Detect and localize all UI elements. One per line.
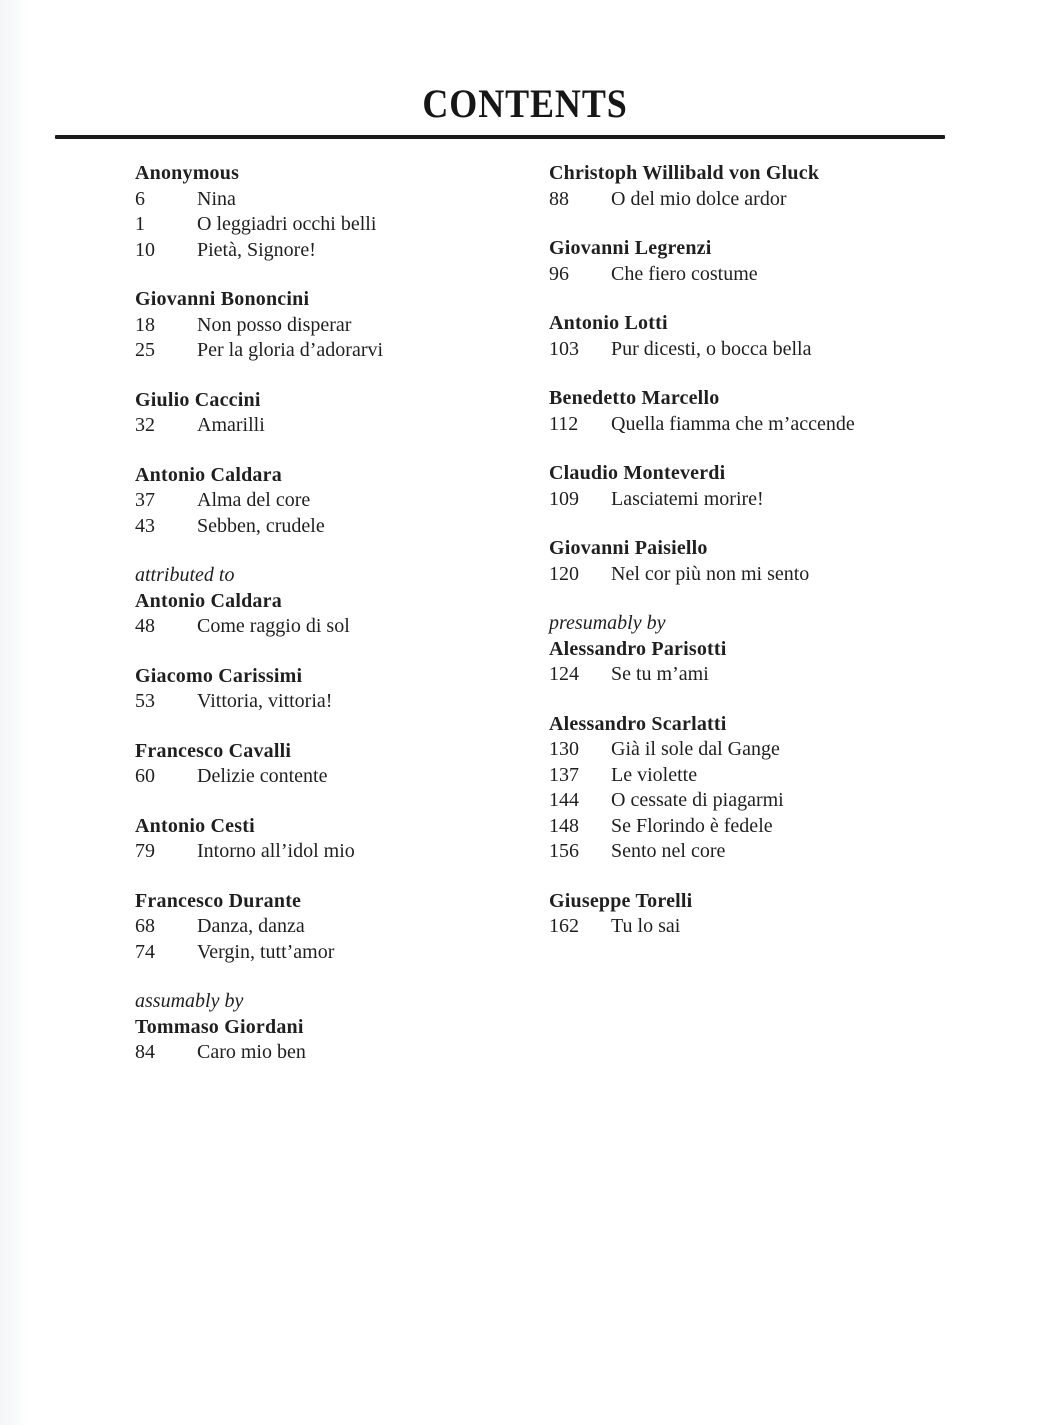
song-page-number: 137: [549, 763, 579, 786]
song-page-number: 74: [135, 940, 155, 963]
song-list: [549, 487, 965, 513]
song-title: Alma del core: [197, 489, 311, 511]
song-row: [135, 689, 549, 715]
song-row: [549, 187, 965, 213]
song-row: [549, 839, 965, 865]
song-title: Che fiero costume: [611, 262, 758, 285]
song-list: [135, 614, 549, 640]
song-page-number: 25: [135, 339, 155, 361]
song-page-number: 88: [549, 187, 569, 210]
song-page-number: 48: [135, 615, 155, 637]
composer-group: [549, 236, 965, 287]
composer-name: Giulio Caccini: [135, 388, 261, 411]
song-page-number: 6: [135, 187, 145, 210]
composer-group: [549, 386, 965, 437]
page-title: [0, 81, 1050, 126]
song-row: [549, 788, 965, 814]
composer-group: [549, 311, 965, 362]
song-list: [135, 313, 549, 364]
song-title: Come raggio di sol: [197, 615, 350, 637]
song-page-number: 148: [549, 814, 579, 837]
song-list: [549, 562, 965, 588]
song-list: [549, 262, 965, 288]
song-title: Caro mio ben: [197, 1041, 306, 1063]
song-list: [135, 914, 549, 965]
song-title: Vittoria, vittoria!: [197, 690, 333, 712]
song-title: Nel cor più non mi sento: [611, 562, 810, 585]
song-list: [135, 764, 549, 790]
contents-columns: [135, 161, 965, 1066]
title-rule: [55, 135, 945, 139]
composer-group: [549, 461, 965, 512]
song-page-number: 144: [549, 789, 579, 811]
composer-name: Giovanni Legrenzi: [549, 237, 712, 259]
song-list: [135, 488, 549, 539]
song-row: [135, 488, 549, 514]
composer-name: Antonio Caldara: [135, 463, 282, 486]
song-list: [549, 662, 965, 688]
song-row: [549, 662, 965, 688]
composer-group: [549, 712, 965, 865]
song-page-number: 84: [135, 1041, 155, 1063]
composer-group: [549, 611, 965, 688]
song-row: [549, 562, 965, 588]
composer-group: [135, 889, 549, 966]
composer-name: Alessandro Parisotti: [549, 637, 727, 660]
song-title: O cessate di piagarmi: [611, 789, 784, 811]
song-row: [135, 764, 549, 790]
song-title: Nina: [197, 187, 236, 210]
song-list: [135, 413, 549, 439]
song-row: [135, 212, 549, 238]
song-page-number: 130: [549, 738, 579, 760]
song-row: [549, 914, 965, 940]
composer-name: Alessandro Scarlatti: [549, 712, 727, 735]
song-page-number: 60: [135, 765, 155, 787]
song-page-number: 10: [135, 238, 155, 261]
song-list: [549, 187, 965, 213]
song-title: Danza, danza: [197, 915, 305, 937]
composer-group: [135, 161, 549, 263]
song-row: [135, 187, 549, 213]
song-page-number: 112: [549, 412, 579, 435]
song-list: [135, 1040, 549, 1066]
song-row: [135, 1040, 549, 1066]
song-title: O leggiadri occhi belli: [197, 213, 377, 235]
composer-name: Benedetto Marcello: [549, 387, 720, 409]
song-title: Non posso disperar: [197, 313, 352, 336]
song-page-number: 156: [549, 840, 579, 862]
song-row: [135, 614, 549, 640]
song-page-number: 18: [135, 313, 155, 336]
composer-group: [135, 388, 549, 439]
song-page-number: 96: [549, 262, 569, 285]
song-title: Intorno all’idol mio: [197, 840, 355, 862]
composer-group: [549, 889, 965, 940]
song-row: [135, 413, 549, 439]
contents-column-left: [135, 161, 549, 1066]
song-row: [549, 814, 965, 840]
song-title: Tu lo sai: [611, 915, 681, 937]
composer-name: Francesco Cavalli: [135, 739, 292, 762]
song-title: Pietà, Signore!: [197, 238, 316, 261]
composer-name: Tommaso Giordani: [135, 1015, 304, 1038]
song-title: Pur dicesti, o bocca bella: [611, 337, 812, 360]
song-row: [549, 763, 965, 789]
song-title: Sento nel core: [611, 840, 726, 862]
song-page-number: 32: [135, 414, 155, 436]
song-page-number: 124: [549, 663, 579, 685]
song-row: [549, 487, 965, 513]
composer-name: Giovanni Bononcini: [135, 288, 310, 310]
song-page-number: 79: [135, 840, 155, 862]
song-title: Vergin, tutt’amor: [197, 940, 335, 963]
composer-group: [135, 664, 549, 715]
song-title: Le violette: [611, 763, 698, 786]
composer-name: Christoph Willibald von Gluck: [549, 162, 820, 184]
song-list: [135, 187, 549, 264]
song-title: Amarilli: [197, 414, 265, 436]
composer-group: [549, 536, 965, 587]
composer-name: Antonio Caldara: [135, 589, 282, 612]
song-page-number: 53: [135, 690, 155, 712]
composer-group: [135, 814, 549, 865]
song-row: [135, 940, 549, 966]
composer-group: [135, 563, 549, 640]
song-page-number: 103: [549, 337, 579, 360]
song-row: [135, 839, 549, 865]
song-list: [135, 839, 549, 865]
song-row: [135, 338, 549, 364]
song-title: Se Florindo è fedele: [611, 814, 773, 837]
song-row: [549, 412, 965, 438]
composer-name: Giacomo Carissimi: [135, 664, 303, 687]
song-row: [135, 514, 549, 540]
attribution-note: presumably by: [549, 612, 666, 634]
song-list: [549, 412, 965, 438]
song-row: [135, 313, 549, 339]
song-list: [549, 737, 965, 865]
composer-group: [135, 989, 549, 1066]
composer-name: Antonio Lotti: [549, 312, 668, 334]
song-row: [549, 337, 965, 363]
song-list: [549, 337, 965, 363]
page-title-text: CONTENTS: [422, 81, 628, 126]
composer-group: [549, 161, 965, 212]
attribution-note: assumably by: [135, 990, 244, 1012]
song-page-number: 109: [549, 487, 579, 510]
composer-name: Giovanni Paisiello: [549, 537, 708, 559]
composer-group: [135, 463, 549, 540]
song-title: O del mio dolce ardor: [611, 187, 787, 210]
song-page-number: 162: [549, 915, 579, 937]
composer-name: Francesco Durante: [135, 889, 302, 912]
song-title: Per la gloria d’adorarvi: [197, 339, 384, 361]
song-row: [135, 914, 549, 940]
composer-name: Antonio Cesti: [135, 814, 255, 837]
song-title: Lasciatemi morire!: [611, 487, 764, 510]
contents-column-right: [549, 161, 965, 940]
song-page-number: 1: [135, 213, 145, 235]
song-title: Quella fiamma che m’accende: [611, 412, 855, 435]
song-title: Delizie contente: [197, 765, 328, 787]
song-page-number: 68: [135, 915, 155, 937]
composer-name: Anonymous: [135, 162, 240, 184]
attribution-note: attributed to: [135, 564, 235, 586]
composer-name: Giuseppe Torelli: [549, 889, 693, 912]
composer-group: [135, 287, 549, 364]
song-title: Già il sole dal Gange: [611, 738, 780, 760]
song-page-number: 37: [135, 489, 155, 511]
composer-name: Claudio Monteverdi: [549, 462, 726, 484]
song-title: Sebben, crudele: [197, 514, 325, 537]
song-row: [549, 737, 965, 763]
composer-group: [135, 739, 549, 790]
song-list: [549, 914, 965, 940]
song-title: Se tu m’ami: [611, 663, 709, 685]
song-row: [135, 238, 549, 264]
song-page-number: 120: [549, 562, 579, 585]
song-row: [549, 262, 965, 288]
song-page-number: 43: [135, 514, 155, 537]
song-list: [135, 689, 549, 715]
